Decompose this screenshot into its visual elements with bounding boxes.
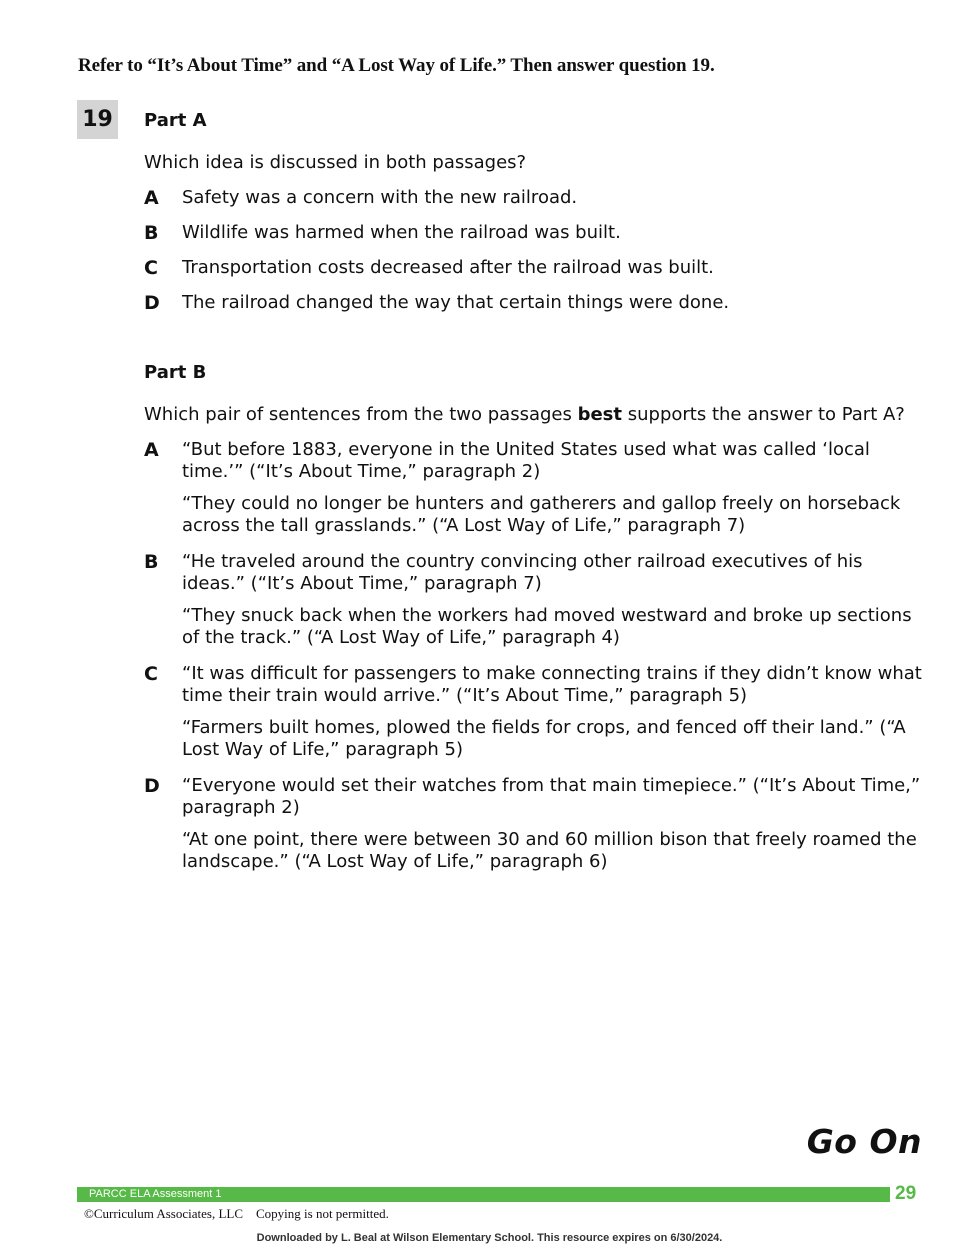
option-letter: D — [144, 292, 160, 314]
instruction-text: Refer to “It’s About Time” and “A Lost Way of Life.” Then answer question 19. — [78, 55, 715, 76]
option-text: Transportation costs decreased after the railroad was built. — [182, 257, 714, 278]
option-sentence-2: “Farmers built homes, plowed the fields for crops, and fenced off their land.” (“A Lost Way of Life,” paragraph 5) — [182, 717, 906, 760]
option-sentence-2: “They snuck back when the workers had moved westward and broke up sections of the track.” (“A Lost Way of Life,” paragraph 4) — [182, 605, 912, 648]
option-sentence-2: “At one point, there were between 30 and 60 million bison that freely roamed the landscape.” (“A Lost Way of Life,” paragraph 6) — [182, 829, 917, 872]
option-letter: C — [144, 663, 158, 685]
option-sentence-2: “They could no longer be hunters and gatherers and gallop freely on horseback across the tall grasslands.” (“A Lost Way of Life,” paragraph 7) — [182, 493, 901, 536]
option-text: Wildlife was harmed when the railroad was built. — [182, 222, 621, 243]
option-letter: A — [144, 187, 159, 209]
page-number: 29 — [895, 1183, 917, 1204]
part-a-label: Part A — [144, 110, 207, 131]
download-note: Downloaded by L. Beal at Wilson Elementary School. This resource expires on 6/30/2024. — [256, 1232, 723, 1244]
option-sentence-1: “But before 1883, everyone in the United States used what was called ‘local time.’” (“It’s About Time,” paragraph 2) — [182, 439, 870, 482]
prompt-text: Which pair of sentences from the two passages — [144, 404, 578, 425]
question-number: 19 — [77, 100, 118, 139]
prompt-emphasis: best — [577, 404, 623, 425]
part-b-prompt — [144, 404, 905, 426]
option-sentence-1: “Everyone would set their watches from that main timepiece.” (“It’s About Time,” paragraph 2) — [182, 775, 921, 818]
option-text: The railroad changed the way that certain things were done. — [182, 292, 730, 313]
option-text: Safety was a concern with the new railroad. — [182, 187, 578, 208]
option-sentence-1: “He traveled around the country convincing other railroad executives of his ideas.” (“It’s About Time,” paragraph 7) — [182, 551, 863, 594]
go-on-label: Go On — [806, 1122, 922, 1161]
option-letter: C — [144, 257, 158, 279]
copyright-text: ©Curriculum Associates, LLC Copying is not permitted. — [84, 1206, 389, 1221]
option-letter: D — [144, 775, 160, 797]
prompt-text: supports the answer to Part A? — [622, 404, 905, 425]
option-letter: B — [144, 551, 159, 573]
option-letter: A — [144, 439, 159, 461]
part-a-prompt: Which idea is discussed in both passages? — [144, 152, 527, 173]
part-b-label: Part B — [144, 362, 207, 383]
option-letter: B — [144, 222, 159, 244]
footer-bar: PARCC ELA Assessment 1 — [77, 1187, 890, 1202]
option-sentence-1: “It was difficult for passengers to make connecting trains if they didn’t know what time their train would arrive.” (“It’s About Time,” paragraph 5) — [182, 663, 922, 706]
